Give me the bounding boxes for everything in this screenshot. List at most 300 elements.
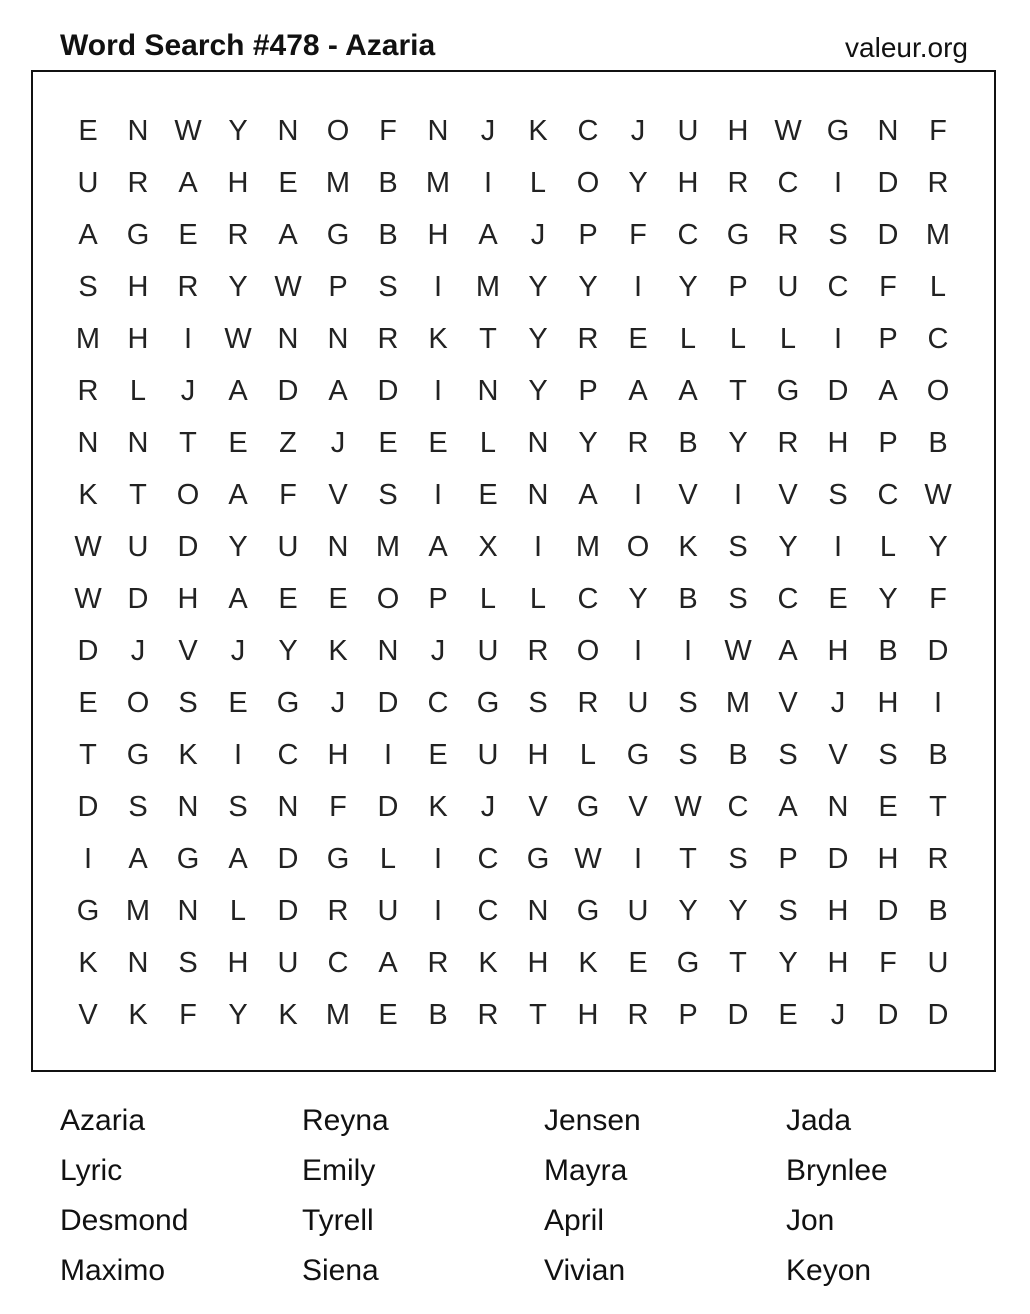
grid-letter: T xyxy=(479,322,497,355)
grid-letter: R xyxy=(527,634,549,667)
grid-letter: F xyxy=(379,114,397,147)
grid-letter: S xyxy=(378,270,398,303)
grid-letter: G xyxy=(76,894,100,927)
grid-letter: J xyxy=(330,686,346,719)
grid-letter: G xyxy=(576,894,600,927)
grid-letter: J xyxy=(830,686,846,719)
grid-letter: H xyxy=(827,426,849,459)
grid-letter: M xyxy=(125,894,151,927)
grid-letter: H xyxy=(827,946,849,979)
grid-letter: D xyxy=(277,894,299,927)
grid-letter: V xyxy=(628,790,648,823)
grid-letter: C xyxy=(877,478,899,511)
grid-letter: V xyxy=(78,998,98,1031)
grid-letter: P xyxy=(578,218,598,251)
grid-letter: R xyxy=(777,426,799,459)
grid-letter: C xyxy=(677,218,699,251)
grid-letter: I xyxy=(533,530,543,563)
grid-letter: I xyxy=(383,738,393,771)
grid-letter: U xyxy=(77,166,99,199)
grid-letter: J xyxy=(180,374,196,407)
grid-letter: M xyxy=(725,686,751,719)
grid-letter: W xyxy=(274,270,302,303)
grid-letter: N xyxy=(477,374,499,407)
grid-letter: M xyxy=(75,322,101,355)
grid-letter: T xyxy=(529,998,547,1031)
grid-letter: P xyxy=(328,270,348,303)
grid-letter: G xyxy=(126,218,150,251)
grid-letter: V xyxy=(778,686,798,719)
grid-letter: H xyxy=(177,582,199,615)
grid-letter: E xyxy=(428,738,448,771)
grid-letter: T xyxy=(729,946,747,979)
grid-letter: P xyxy=(878,426,898,459)
grid-letter: N xyxy=(527,426,549,459)
grid-letter: T xyxy=(79,738,97,771)
grid-letter: U xyxy=(677,114,699,147)
grid-letter: N xyxy=(277,790,299,823)
grid-letter: P xyxy=(678,998,698,1031)
grid-letter: A xyxy=(678,374,698,407)
grid-letter: H xyxy=(527,738,549,771)
grid-letter: D xyxy=(827,374,849,407)
grid-letter: M xyxy=(575,530,601,563)
grid-letter: K xyxy=(678,530,698,563)
grid-letter: E xyxy=(478,478,498,511)
grid-letter: B xyxy=(928,738,948,771)
grid-letter: P xyxy=(878,322,898,355)
grid-letter: U xyxy=(627,686,649,719)
grid-letter: R xyxy=(727,166,749,199)
word-list-item: Jon xyxy=(786,1204,835,1237)
grid-letter: S xyxy=(828,218,848,251)
grid-letter: F xyxy=(279,478,297,511)
grid-letter: R xyxy=(177,270,199,303)
grid-letter: I xyxy=(633,842,643,875)
grid-letter: W xyxy=(224,322,252,355)
grid-letter: J xyxy=(830,998,846,1031)
grid-letter: M xyxy=(425,166,451,199)
grid-letter: Y xyxy=(628,582,648,615)
grid-letter: J xyxy=(630,114,646,147)
grid-letter: Y xyxy=(928,530,948,563)
grid-letter: B xyxy=(878,634,898,667)
grid-letter: B xyxy=(378,218,398,251)
grid-letter: E xyxy=(228,426,248,459)
grid-letter: P xyxy=(778,842,798,875)
grid-letter: R xyxy=(427,946,449,979)
grid-letter: H xyxy=(727,114,749,147)
grid-letter: E xyxy=(228,686,248,719)
grid-letter: A xyxy=(78,218,98,251)
grid-letter: D xyxy=(877,998,899,1031)
grid-letter: L xyxy=(229,894,247,927)
grid-letter: S xyxy=(678,686,698,719)
grid-letter: H xyxy=(227,166,249,199)
grid-letter: H xyxy=(877,842,899,875)
grid-letter: V xyxy=(778,478,798,511)
grid-letter: H xyxy=(327,738,349,771)
grid-letter: T xyxy=(679,842,697,875)
grid-letter: E xyxy=(628,322,648,355)
word-list-item: Lyric xyxy=(60,1154,123,1187)
grid-letter: N xyxy=(527,478,549,511)
grid-letter: F xyxy=(879,946,897,979)
grid-letter: F xyxy=(929,582,947,615)
grid-letter: L xyxy=(479,426,497,459)
grid-letter: K xyxy=(178,738,198,771)
grid-letter: X xyxy=(478,530,498,563)
grid-letter: M xyxy=(375,530,401,563)
word-list-item: Vivian xyxy=(544,1254,626,1287)
word-list xyxy=(60,1096,1028,1296)
grid-letter: S xyxy=(828,478,848,511)
grid-letter: Y xyxy=(528,270,548,303)
grid-letter: D xyxy=(377,374,399,407)
grid-letter: L xyxy=(729,322,747,355)
grid-letter: F xyxy=(629,218,647,251)
grid-letter: A xyxy=(228,842,248,875)
word-list-item: Emily xyxy=(302,1154,376,1187)
grid-letter: L xyxy=(579,738,597,771)
grid-letter: L xyxy=(529,582,547,615)
grid-letter: J xyxy=(530,218,546,251)
grid-letter: J xyxy=(480,790,496,823)
grid-letter: E xyxy=(78,114,98,147)
grid-letter: L xyxy=(529,166,547,199)
grid-letter: F xyxy=(329,790,347,823)
grid-letter: G xyxy=(326,218,350,251)
grid-letter: W xyxy=(574,842,602,875)
grid-letter: S xyxy=(178,686,198,719)
grid-letter: T xyxy=(179,426,197,459)
grid-letter: A xyxy=(128,842,148,875)
grid-letter: A xyxy=(778,634,798,667)
grid-letter: F xyxy=(929,114,947,147)
grid-letter: N xyxy=(177,790,199,823)
grid-letter: D xyxy=(927,634,949,667)
grid-letter: A xyxy=(628,374,648,407)
grid-letter: A xyxy=(178,166,198,199)
grid-letter: V xyxy=(178,634,198,667)
grid-letter: Y xyxy=(728,894,748,927)
grid-letter: C xyxy=(427,686,449,719)
grid-letter: E xyxy=(828,582,848,615)
grid-letter: D xyxy=(277,374,299,407)
grid-letter: O xyxy=(326,114,350,147)
grid-letter: E xyxy=(378,998,398,1031)
grid-letter: V xyxy=(328,478,348,511)
grid-letter: I xyxy=(483,166,493,199)
word-list-item: Reyna xyxy=(302,1104,389,1137)
grid-letter: C xyxy=(727,790,749,823)
grid-letter: O xyxy=(576,166,600,199)
grid-letter: G xyxy=(726,218,750,251)
grid-letter: P xyxy=(428,582,448,615)
grid-letter: R xyxy=(477,998,499,1031)
grid-letter: D xyxy=(377,790,399,823)
grid-letter: H xyxy=(127,322,149,355)
grid-letter: I xyxy=(433,374,443,407)
grid-letter: I xyxy=(433,270,443,303)
grid-letter: D xyxy=(277,842,299,875)
grid-letter: J xyxy=(130,634,146,667)
grid-letter: E xyxy=(428,426,448,459)
grid-letter: Y xyxy=(678,894,698,927)
grid-letter: A xyxy=(378,946,398,979)
word-list-item: Mayra xyxy=(544,1154,628,1187)
grid-letter: K xyxy=(528,114,548,147)
grid-letter: R xyxy=(627,426,649,459)
grid-letter: Y xyxy=(528,374,548,407)
grid-letter: E xyxy=(278,166,298,199)
grid-letter: J xyxy=(230,634,246,667)
grid-letter: M xyxy=(925,218,951,251)
grid-letter: G xyxy=(826,114,850,147)
grid-letter: O xyxy=(926,374,950,407)
grid-letter: U xyxy=(777,270,799,303)
grid-letter: N xyxy=(127,426,149,459)
grid-letter: L xyxy=(679,322,697,355)
grid-letter: S xyxy=(778,738,798,771)
grid-letter: L xyxy=(779,322,797,355)
grid-letter: N xyxy=(377,634,399,667)
grid-letter: K xyxy=(578,946,598,979)
grid-letter: G xyxy=(126,738,150,771)
grid-letter: N xyxy=(127,114,149,147)
grid-letter: D xyxy=(827,842,849,875)
grid-letter: T xyxy=(929,790,947,823)
grid-letter: E xyxy=(178,218,198,251)
page-title: Word Search #478 - Azaria xyxy=(60,29,436,62)
grid-letter: G xyxy=(276,686,300,719)
grid-letter: T xyxy=(129,478,147,511)
grid-letter: I xyxy=(933,686,943,719)
grid-letter: U xyxy=(477,634,499,667)
grid-letter: Y xyxy=(228,998,248,1031)
grid-letter: H xyxy=(427,218,449,251)
grid-letter: Y xyxy=(578,426,598,459)
grid-letter: N xyxy=(127,946,149,979)
word-list-item: Maximo xyxy=(60,1254,166,1287)
grid-letter: K xyxy=(428,322,448,355)
word-list-item: Azaria xyxy=(60,1104,146,1137)
grid-letter: G xyxy=(476,686,500,719)
grid-letter: S xyxy=(78,270,98,303)
grid-letter: Z xyxy=(279,426,297,459)
grid-letter: L xyxy=(379,842,397,875)
grid-letter: A xyxy=(878,374,898,407)
grid-letter: I xyxy=(633,634,643,667)
grid-letter: D xyxy=(77,790,99,823)
grid-letter: C xyxy=(327,946,349,979)
grid-letter: Y xyxy=(778,530,798,563)
grid-letter: Y xyxy=(678,270,698,303)
grid-letter: F xyxy=(879,270,897,303)
grid-letter: A xyxy=(228,374,248,407)
word-list-item: Siena xyxy=(302,1254,379,1287)
grid-letter: A xyxy=(228,478,248,511)
grid-letter: R xyxy=(927,842,949,875)
grid-letter: L xyxy=(479,582,497,615)
grid-letter: G xyxy=(776,374,800,407)
grid-letter: O xyxy=(626,530,650,563)
grid-letter: G xyxy=(176,842,200,875)
grid-letter: I xyxy=(433,894,443,927)
grid-letter: A xyxy=(428,530,448,563)
letter-grid xyxy=(63,105,963,1041)
grid-letter: F xyxy=(179,998,197,1031)
grid-letter: R xyxy=(627,998,649,1031)
grid-letter: W xyxy=(724,634,752,667)
grid-letter: L xyxy=(129,374,147,407)
grid-letter: W xyxy=(74,582,102,615)
grid-letter: C xyxy=(277,738,299,771)
grid-letter: I xyxy=(233,738,243,771)
grid-letter: N xyxy=(327,530,349,563)
grid-letter: D xyxy=(877,218,899,251)
grid-letter: R xyxy=(327,894,349,927)
grid-letter: H xyxy=(677,166,699,199)
grid-letter: Y xyxy=(878,582,898,615)
grid-letter: K xyxy=(128,998,148,1031)
grid-letter: R xyxy=(777,218,799,251)
grid-letter: R xyxy=(377,322,399,355)
grid-letter: K xyxy=(78,478,98,511)
grid-letter: G xyxy=(576,790,600,823)
grid-letter: Y xyxy=(728,426,748,459)
grid-letter: I xyxy=(683,634,693,667)
grid-letter: I xyxy=(183,322,193,355)
grid-letter: V xyxy=(528,790,548,823)
grid-letter: S xyxy=(728,842,748,875)
grid-letter: D xyxy=(177,530,199,563)
grid-letter: I xyxy=(433,842,443,875)
grid-letter: K xyxy=(328,634,348,667)
grid-letter: E xyxy=(878,790,898,823)
grid-letter: H xyxy=(827,634,849,667)
grid-letter: I xyxy=(83,842,93,875)
site-name: valeur.org xyxy=(845,32,968,63)
grid-letter: B xyxy=(728,738,748,771)
grid-letter: Y xyxy=(228,114,248,147)
grid-letter: I xyxy=(633,270,643,303)
grid-letter: N xyxy=(77,426,99,459)
grid-letter: N xyxy=(427,114,449,147)
grid-letter: D xyxy=(77,634,99,667)
grid-letter: A xyxy=(228,582,248,615)
grid-letter: Y xyxy=(228,270,248,303)
word-list-item: Jada xyxy=(786,1104,852,1137)
grid-letter: D xyxy=(877,894,899,927)
grid-letter: I xyxy=(833,530,843,563)
grid-letter: G xyxy=(526,842,550,875)
grid-letter: K xyxy=(78,946,98,979)
grid-letter: S xyxy=(878,738,898,771)
grid-letter: O xyxy=(376,582,400,615)
grid-letter: U xyxy=(377,894,399,927)
grid-letter: S xyxy=(128,790,148,823)
word-list-item: Brynlee xyxy=(786,1154,888,1187)
grid-letter: P xyxy=(728,270,748,303)
word-list-item: Tyrell xyxy=(302,1204,374,1237)
grid-letter: H xyxy=(827,894,849,927)
grid-letter: W xyxy=(774,114,802,147)
grid-letter: Y xyxy=(628,166,648,199)
grid-letter: R xyxy=(227,218,249,251)
grid-letter: A xyxy=(278,218,298,251)
grid-letter: U xyxy=(277,530,299,563)
grid-letter: K xyxy=(478,946,498,979)
grid-letter: J xyxy=(430,634,446,667)
grid-letter: G xyxy=(676,946,700,979)
grid-letter: W xyxy=(674,790,702,823)
grid-letter: R xyxy=(77,374,99,407)
grid-letter: E xyxy=(628,946,648,979)
grid-letter: L xyxy=(879,530,897,563)
grid-letter: E xyxy=(278,582,298,615)
grid-letter: A xyxy=(578,478,598,511)
grid-letter: J xyxy=(330,426,346,459)
grid-letter: S xyxy=(378,478,398,511)
grid-letter: A xyxy=(478,218,498,251)
grid-letter: S xyxy=(528,686,548,719)
grid-letter: I xyxy=(633,478,643,511)
grid-letter: D xyxy=(927,998,949,1031)
grid-letter: D xyxy=(127,582,149,615)
grid-letter: E xyxy=(778,998,798,1031)
grid-letter: U xyxy=(927,946,949,979)
grid-letter: R xyxy=(127,166,149,199)
grid-letter: V xyxy=(678,478,698,511)
grid-letter: Y xyxy=(778,946,798,979)
grid-letter: E xyxy=(78,686,98,719)
grid-letter: D xyxy=(727,998,749,1031)
word-list-item: April xyxy=(544,1204,605,1237)
grid-letter: C xyxy=(577,582,599,615)
grid-letter: C xyxy=(477,894,499,927)
grid-letter: C xyxy=(827,270,849,303)
grid-letter: I xyxy=(833,322,843,355)
grid-letter: N xyxy=(177,894,199,927)
grid-letter: Y xyxy=(228,530,248,563)
word-list-item: Desmond xyxy=(60,1204,189,1237)
grid-letter: B xyxy=(928,426,948,459)
grid-letter: V xyxy=(828,738,848,771)
grid-letter: M xyxy=(325,166,351,199)
grid-letter: S xyxy=(178,946,198,979)
grid-letter: W xyxy=(174,114,202,147)
grid-letter: W xyxy=(74,530,102,563)
grid-letter: K xyxy=(278,998,298,1031)
grid-letter: D xyxy=(877,166,899,199)
grid-letter: U xyxy=(277,946,299,979)
grid-letter: S xyxy=(228,790,248,823)
grid-letter: A xyxy=(328,374,348,407)
grid-letter: S xyxy=(678,738,698,771)
grid-letter: O xyxy=(176,478,200,511)
grid-letter: E xyxy=(328,582,348,615)
grid-letter: H xyxy=(527,946,549,979)
grid-letter: S xyxy=(778,894,798,927)
grid-letter: O xyxy=(126,686,150,719)
word-list-item: Jensen xyxy=(544,1104,641,1137)
grid-letter: G xyxy=(326,842,350,875)
grid-letter: M xyxy=(325,998,351,1031)
grid-letter: I xyxy=(833,166,843,199)
grid-letter: N xyxy=(277,322,299,355)
grid-letter: B xyxy=(678,426,698,459)
